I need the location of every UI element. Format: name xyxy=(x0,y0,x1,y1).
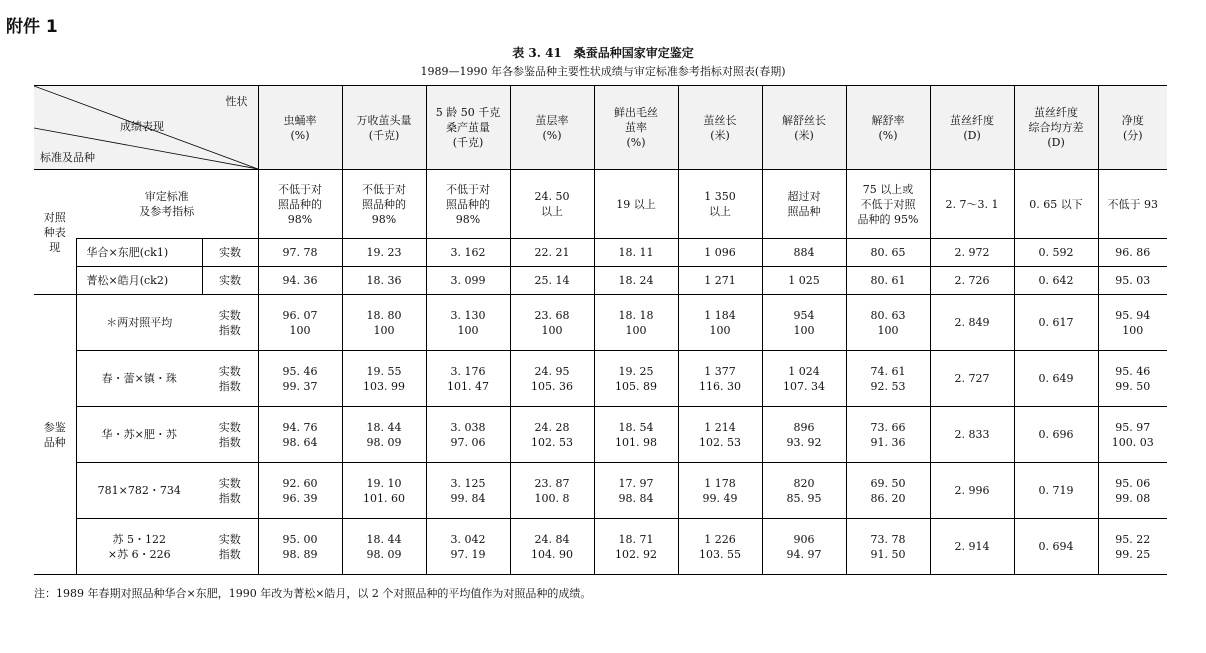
standard-value: 不低于 93 xyxy=(1098,170,1167,239)
standard-value: 1 350 以上 xyxy=(678,170,762,239)
data-value: 1 178 99. 49 xyxy=(678,463,762,519)
corner-label-varieties: 标准及品种 xyxy=(40,151,95,164)
table-subtitle: 1989—1990 年各参鉴品种主要性状成绩与审定标准参考指标对照表(春期) xyxy=(420,65,786,78)
data-value: 820 85. 95 xyxy=(762,463,846,519)
value-kind: 实数 指数 xyxy=(202,519,258,575)
header-row xyxy=(34,86,1167,170)
data-value: 1 226 103. 55 xyxy=(678,519,762,575)
data-value: 95. 46 99. 50 xyxy=(1098,351,1167,407)
standard-value: 不低于对 照品种的 98% xyxy=(258,170,342,239)
standard-label: 审定标准 及参考指标 xyxy=(76,170,258,239)
data-value: 95. 94 100 xyxy=(1098,295,1167,351)
data-value: 2. 833 xyxy=(930,407,1014,463)
variety-name: 781×782・734 xyxy=(76,463,202,519)
data-value: 3. 176 101. 47 xyxy=(426,351,510,407)
data-value: 24. 28 102. 53 xyxy=(510,407,594,463)
data-value: 95. 46 99. 37 xyxy=(258,351,342,407)
data-value: 3. 125 99. 84 xyxy=(426,463,510,519)
standard-row xyxy=(34,170,1167,239)
data-value: 95. 06 99. 08 xyxy=(1098,463,1167,519)
data-value: 95. 22 99. 25 xyxy=(1098,519,1167,575)
standard-value: 超过对 照品种 xyxy=(762,170,846,239)
data-value: 0. 592 xyxy=(1014,239,1098,267)
data-value: 17. 97 98. 84 xyxy=(594,463,678,519)
data-value: 3. 038 97. 06 xyxy=(426,407,510,463)
column-header: 虫蛹率 (%) xyxy=(258,86,342,170)
tested-row xyxy=(34,407,1167,463)
data-value: 69. 50 86. 20 xyxy=(846,463,930,519)
data-value: 1 024 107. 34 xyxy=(762,351,846,407)
data-value: 1 271 xyxy=(678,267,762,295)
data-value: 0. 642 xyxy=(1014,267,1098,295)
data-value: 97. 78 xyxy=(258,239,342,267)
data-value: 2. 914 xyxy=(930,519,1014,575)
data-value: 22. 21 xyxy=(510,239,594,267)
variety-name: 华・苏×肥・苏 xyxy=(76,407,202,463)
data-value: 2. 727 xyxy=(930,351,1014,407)
tested-row xyxy=(34,295,1167,351)
column-header: 解舒率 (%) xyxy=(846,86,930,170)
data-value: 23. 87 100. 8 xyxy=(510,463,594,519)
data-value: 0. 696 xyxy=(1014,407,1098,463)
variety-name: 春・蕾×镇・珠 xyxy=(76,351,202,407)
tested-row xyxy=(34,351,1167,407)
data-value: 23. 68 100 xyxy=(510,295,594,351)
data-value: 96. 07 100 xyxy=(258,295,342,351)
data-value: 2. 972 xyxy=(930,239,1014,267)
column-header: 解舒丝长 (米) xyxy=(762,86,846,170)
data-value: 95. 00 98. 89 xyxy=(258,519,342,575)
data-value: 19. 55 103. 99 xyxy=(342,351,426,407)
data-value: 18. 11 xyxy=(594,239,678,267)
variety-name: 苏 5・122 ×苏 6・226 xyxy=(76,519,202,575)
data-value: 80. 61 xyxy=(846,267,930,295)
data-value: 1 184 100 xyxy=(678,295,762,351)
tested-row xyxy=(34,463,1167,519)
data-value: 18. 44 98. 09 xyxy=(342,407,426,463)
standard-value: 0. 65 以下 xyxy=(1014,170,1098,239)
corner-label-performance: 成绩表现 xyxy=(120,120,164,133)
data-value: 2. 996 xyxy=(930,463,1014,519)
data-value: 94. 36 xyxy=(258,267,342,295)
data-value: 19. 10 101. 60 xyxy=(342,463,426,519)
data-value: 18. 54 101. 98 xyxy=(594,407,678,463)
standard-value: 19 以上 xyxy=(594,170,678,239)
column-header: 茧层率 (%) xyxy=(510,86,594,170)
data-value: 80. 65 xyxy=(846,239,930,267)
data-value: 18. 71 102. 92 xyxy=(594,519,678,575)
data-value: 18. 80 100 xyxy=(342,295,426,351)
group-label-tested: 参鉴 品种 xyxy=(34,295,76,575)
value-kind: 实数 指数 xyxy=(202,463,258,519)
control-row xyxy=(34,267,1167,295)
column-header: 万收茧头量 (千克) xyxy=(342,86,426,170)
standard-value: 75 以上或 不低于对照 品种的 95% xyxy=(846,170,930,239)
data-value: 1 025 xyxy=(762,267,846,295)
data-value: 92. 60 96. 39 xyxy=(258,463,342,519)
comparison-table xyxy=(34,85,1167,575)
data-value: 18. 18 100 xyxy=(594,295,678,351)
table-title: 表 3. 41 桑蚕品种国家审定鉴定 xyxy=(512,46,694,60)
data-value: 0. 694 xyxy=(1014,519,1098,575)
footnote: 注：1989 年春期对照品种华合×东肥，1990 年改为菁松×皓月，以 2 个对照品种的平均值作为对照品种的成绩。 xyxy=(34,587,592,600)
column-header: 茧丝纤度 (D) xyxy=(930,86,1014,170)
data-value: 1 214 102. 53 xyxy=(678,407,762,463)
data-value: 3. 042 97. 19 xyxy=(426,519,510,575)
data-value: 94. 76 98. 64 xyxy=(258,407,342,463)
data-value: 954 100 xyxy=(762,295,846,351)
column-header: 净度 (分) xyxy=(1098,86,1167,170)
attachment-label: 附件 1 xyxy=(6,17,58,37)
column-header: 茧丝纤度 综合均方差 (D) xyxy=(1014,86,1098,170)
data-value: 2. 726 xyxy=(930,267,1014,295)
data-value: 0. 649 xyxy=(1014,351,1098,407)
value-kind: 实数 指数 xyxy=(202,295,258,351)
data-value: 0. 617 xyxy=(1014,295,1098,351)
data-value: 18. 24 xyxy=(594,267,678,295)
tested-row xyxy=(34,519,1167,575)
standard-value: 2. 7～3. 1 xyxy=(930,170,1014,239)
data-value: 80. 63 100 xyxy=(846,295,930,351)
standard-value: 不低于对 照品种的 98% xyxy=(342,170,426,239)
data-value: 73. 66 91. 36 xyxy=(846,407,930,463)
data-value: 884 xyxy=(762,239,846,267)
data-value: 24. 84 104. 90 xyxy=(510,519,594,575)
variety-name: 菁松×皓月(ck2) xyxy=(76,267,202,295)
data-value: 95. 97 100. 03 xyxy=(1098,407,1167,463)
data-value: 2. 849 xyxy=(930,295,1014,351)
data-value: 18. 44 98. 09 xyxy=(342,519,426,575)
data-value: 19. 25 105. 89 xyxy=(594,351,678,407)
data-value: 74. 61 92. 53 xyxy=(846,351,930,407)
data-value: 19. 23 xyxy=(342,239,426,267)
data-value: 24. 95 105. 36 xyxy=(510,351,594,407)
data-value: 1 377 116. 30 xyxy=(678,351,762,407)
data-value: 3. 162 xyxy=(426,239,510,267)
data-value: 906 94. 97 xyxy=(762,519,846,575)
column-header: 鲜出毛丝 茧率 (%) xyxy=(594,86,678,170)
data-value: 73. 78 91. 50 xyxy=(846,519,930,575)
variety-name: 华合×东肥(ck1) xyxy=(76,239,202,267)
data-value: 18. 36 xyxy=(342,267,426,295)
variety-name: ＊两对照平均 xyxy=(76,295,202,351)
group-label-control: 对照 种表 现 xyxy=(34,170,76,295)
value-kind: 实数 xyxy=(202,239,258,267)
value-kind: 实数 xyxy=(202,267,258,295)
corner-label-traits: 性状 xyxy=(225,95,248,108)
data-value: 95. 03 xyxy=(1098,267,1167,295)
control-row xyxy=(34,239,1167,267)
data-value: 0. 719 xyxy=(1014,463,1098,519)
data-value: 896 93. 92 xyxy=(762,407,846,463)
data-value: 3. 099 xyxy=(426,267,510,295)
corner-header xyxy=(34,86,258,170)
column-header: 5 龄 50 千克 桑产茧量 (千克) xyxy=(426,86,510,170)
data-value: 3. 130 100 xyxy=(426,295,510,351)
value-kind: 实数 指数 xyxy=(202,351,258,407)
data-value: 1 096 xyxy=(678,239,762,267)
value-kind: 实数 指数 xyxy=(202,407,258,463)
standard-value: 24. 50 以上 xyxy=(510,170,594,239)
data-value: 25. 14 xyxy=(510,267,594,295)
data-value: 96. 86 xyxy=(1098,239,1167,267)
standard-value: 不低于对 照品种的 98% xyxy=(426,170,510,239)
column-header: 茧丝长 (米) xyxy=(678,86,762,170)
